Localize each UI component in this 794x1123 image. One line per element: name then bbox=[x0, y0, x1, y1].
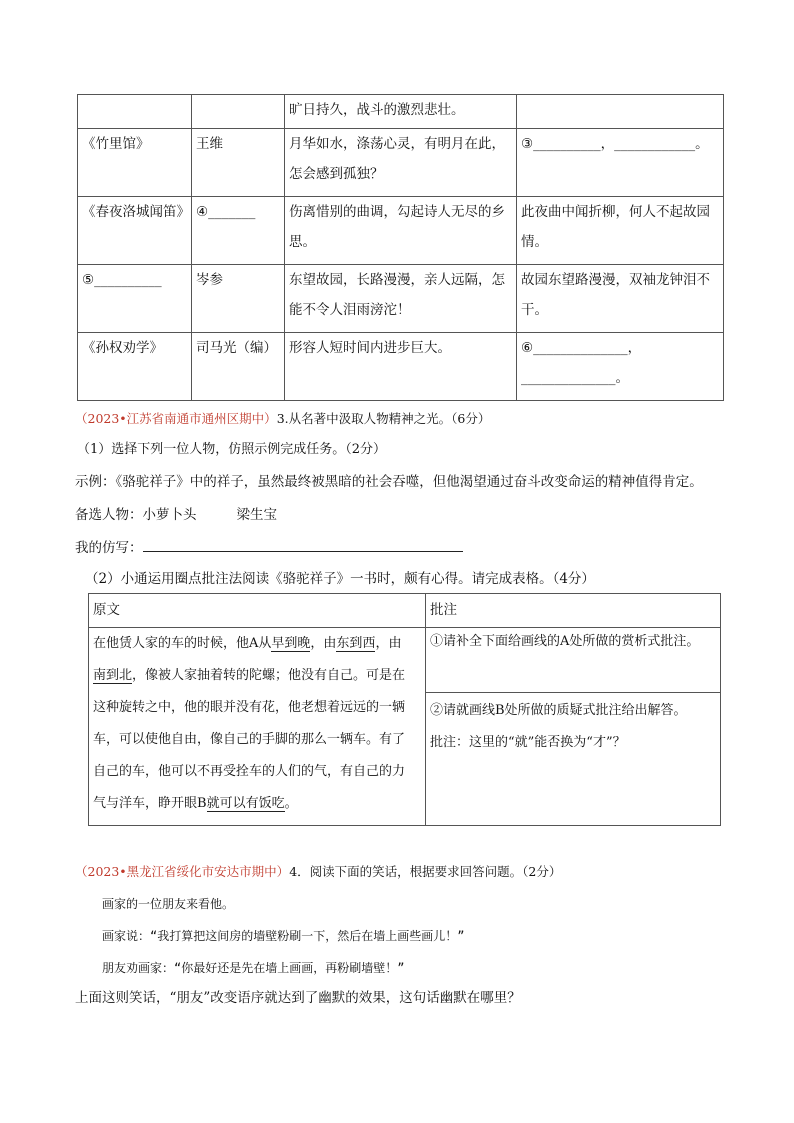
question-4-heading bbox=[75, 862, 561, 882]
poem-note-cell: 此夜曲中闻折柳，何人不起故园情。 bbox=[517, 197, 724, 265]
annotation-cell[interactable] bbox=[426, 693, 721, 826]
poem-note-line: ⑥______________， bbox=[521, 340, 642, 356]
joke-line: 朋友劝画家：“你最好还是先在墙上画画，再粉刷墙壁！” bbox=[102, 961, 405, 975]
question-3-sub2: （2）小通运用圈点批注法阅读《骆驼祥子》一书时，颇有心得。请完成表格。（4分） bbox=[85, 571, 595, 587]
poem-content-cell: 东望故园，长路漫漫，亲人远隔，怎能不令人泪雨滂沱！ bbox=[285, 265, 517, 333]
table-row bbox=[78, 197, 724, 265]
poem-author-cell: ④_______ bbox=[192, 197, 285, 265]
answer-blank[interactable] bbox=[143, 537, 463, 552]
poem-author-cell: 王维 bbox=[192, 129, 285, 197]
poem-title-cell: 《孙权劝学》 bbox=[78, 333, 192, 401]
poem-title-cell: 《春夜洛城闻笛》 bbox=[78, 197, 192, 265]
annotation-prompt: ①请补全下面给画线的A处所做的赏析式批注。 bbox=[430, 634, 700, 649]
imitation-line bbox=[75, 537, 463, 558]
candidates-label: 备选人物：小萝卜头 bbox=[75, 507, 197, 523]
poem-title-cell: 《竹里馆》 bbox=[78, 129, 192, 197]
poem-title-cell: ⑤__________ bbox=[78, 265, 192, 333]
poem-note-line: ______________。 bbox=[521, 370, 629, 386]
table-row bbox=[78, 95, 724, 129]
candidates bbox=[75, 505, 277, 525]
question-4-prompt: 上面这则笑话，“朋友”改变语序就达到了幽默的效果，这句话幽默在哪里？ bbox=[75, 990, 521, 1006]
column-header: 原文 bbox=[89, 594, 426, 628]
poem-note-cell bbox=[517, 95, 724, 129]
table-row bbox=[89, 628, 721, 693]
poem-note-cell: ③__________，____________。 bbox=[517, 129, 724, 197]
example-text: 示例：《骆驼祥子》中的祥子，虽然最终被黑暗的社会吞噬，但他渴望通过奋斗改变命运的精神值得肯定。 bbox=[75, 474, 703, 490]
poem-author-cell: 岑参 bbox=[192, 265, 285, 333]
joke-line: 画家的一位朋友来看他。 bbox=[102, 897, 235, 911]
poem-note-cell bbox=[517, 333, 724, 401]
imitation-label: 我的仿写： bbox=[75, 540, 143, 556]
candidate-name: 梁生宝 bbox=[236, 507, 277, 523]
annotation-question: 批注：这里的“就”能否换为“才”？ bbox=[430, 735, 626, 750]
poem-note-cell: 故园东望路漫漫，双袖龙钟泪不干。 bbox=[517, 265, 724, 333]
annotation-prompt: ②请就画线B处所做的质疑式批注给出解答。 bbox=[430, 703, 687, 718]
poem-content-cell: 旷日持久，战斗的激烈悲壮。 bbox=[285, 95, 517, 129]
question-3-heading bbox=[75, 409, 490, 429]
joke-line: 画家说：“我打算把这间房的墙壁粉刷一下，然后在墙上画些画儿！” bbox=[102, 929, 465, 943]
question-title: 3.从名著中汲取人物精神之光。（6分） bbox=[276, 411, 491, 426]
question-3-sub1: （1）选择下列一位人物，仿照示例完成任务。（2分） bbox=[77, 442, 387, 457]
annotation-table bbox=[88, 593, 721, 826]
poem-title-cell bbox=[78, 95, 192, 129]
poem-author-cell bbox=[192, 95, 285, 129]
question-source: （2023•江苏省南通市通州区期中） bbox=[75, 411, 277, 426]
table-row bbox=[78, 265, 724, 333]
poem-author-cell: 司马光（编） bbox=[192, 333, 285, 401]
poem-content-cell: 伤离惜别的曲调，勾起诗人无尽的乡思。 bbox=[285, 197, 517, 265]
table-header-row bbox=[89, 594, 721, 628]
poem-content-cell: 形容人短时间内进步巨大。 bbox=[285, 333, 517, 401]
column-header: 批注 bbox=[426, 594, 721, 628]
annotation-cell[interactable] bbox=[426, 628, 721, 693]
question-source: （2023•黑龙江省绥化市安达市期中） bbox=[75, 864, 290, 879]
poem-content-cell: 月华如水，涤荡心灵，有明月在此，怎会感到孤独？ bbox=[285, 129, 517, 197]
original-text-cell: 在他赁人家的车的时候，他A从早到晚，由东到西，由 南到北，像被人家抽着转的陀螺；他没有自己。可是在 这种旋转之中，他的眼并没有花，他老想着远远的一辆 车，可以使他自由，像自己的手脚的那么一辆车。有了 自己的车，他可以不再受拴车的人们的气，有自己的力 气与洋车，睁开眼B就可以有饭吃。 bbox=[89, 628, 426, 826]
table-row bbox=[78, 333, 724, 401]
table-row bbox=[78, 129, 724, 197]
question-title: 4．阅读下面的笑话，根据要求回答问题。（2分） bbox=[289, 864, 562, 879]
poem-table bbox=[77, 94, 724, 401]
